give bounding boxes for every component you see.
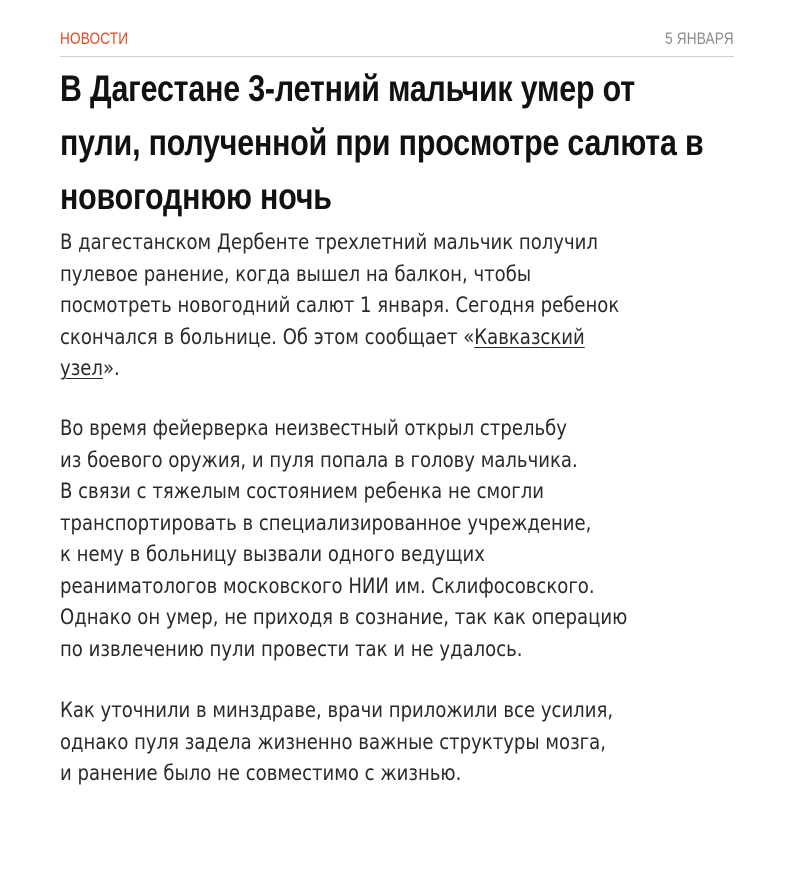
paragraph-text: ». <box>102 356 120 380</box>
source-link-kavkazsky-uzel[interactable]: Кавказский <box>474 324 585 349</box>
headline-line: пули, полученной при просмотре салюта в <box>60 122 704 163</box>
paragraph-line: из боевого оружия, и пуля попала в голову мальчика. <box>60 447 578 472</box>
paragraph-line: реаниматологов московского НИИ им. Склифосовского. <box>60 573 595 598</box>
paragraph-line <box>60 353 739 385</box>
paragraph-line: Во время фейерверка неизвестный открыл стрельбу <box>60 416 567 440</box>
article-paragraph-2 <box>60 413 739 665</box>
news-article <box>60 0 734 785</box>
paragraph-line: и ранение было не совместимо с жизнью. <box>60 761 462 785</box>
article-paragraph-1 <box>60 227 739 385</box>
paragraph-line: по извлечению пули провести так и не удалось. <box>60 636 523 661</box>
article-meta-bar <box>60 0 734 57</box>
paragraph-line: пулевое ранение, когда вышел на балкон, чтобы <box>60 261 532 286</box>
headline-line: новогоднюю ночь <box>60 176 332 217</box>
article-paragraph-3 <box>60 695 739 790</box>
source-link-kavkazsky-uzel-continued[interactable]: узел <box>60 356 103 380</box>
paragraph-line: Однако он умер, не приходя в сознание, так как операцию <box>60 605 628 629</box>
paragraph-text: скончался в больнице. Об этом сообщает « <box>60 324 475 349</box>
paragraph-line: транспортировать в специализированное учреждение, <box>60 510 592 535</box>
paragraph-line: к нему в больницу вызвали одного ведущих <box>60 542 485 566</box>
headline-line: В Дагестане 3-летний мальчик умер от <box>60 68 635 109</box>
paragraph-line: Как уточнили в минздраве, врачи приложили все усилия, <box>60 698 614 722</box>
publish-date: 5 ЯНВАРЯ <box>665 29 734 48</box>
paragraph-line: посмотреть новогодний салют 1 января. Сегодня ребенок <box>60 293 620 317</box>
rubric-link[interactable]: НОВОСТИ <box>60 29 129 48</box>
paragraph-line: В связи с тяжелым состоянием ребенка не смогли <box>60 479 545 503</box>
paragraph-line: однако пуля задела жизненно важные структуры мозга, <box>60 729 606 754</box>
article-headline <box>60 62 704 224</box>
paragraph-line: В дагестанском Дербенте трехлетний мальчик получил <box>60 230 598 254</box>
paragraph-line <box>60 322 739 354</box>
